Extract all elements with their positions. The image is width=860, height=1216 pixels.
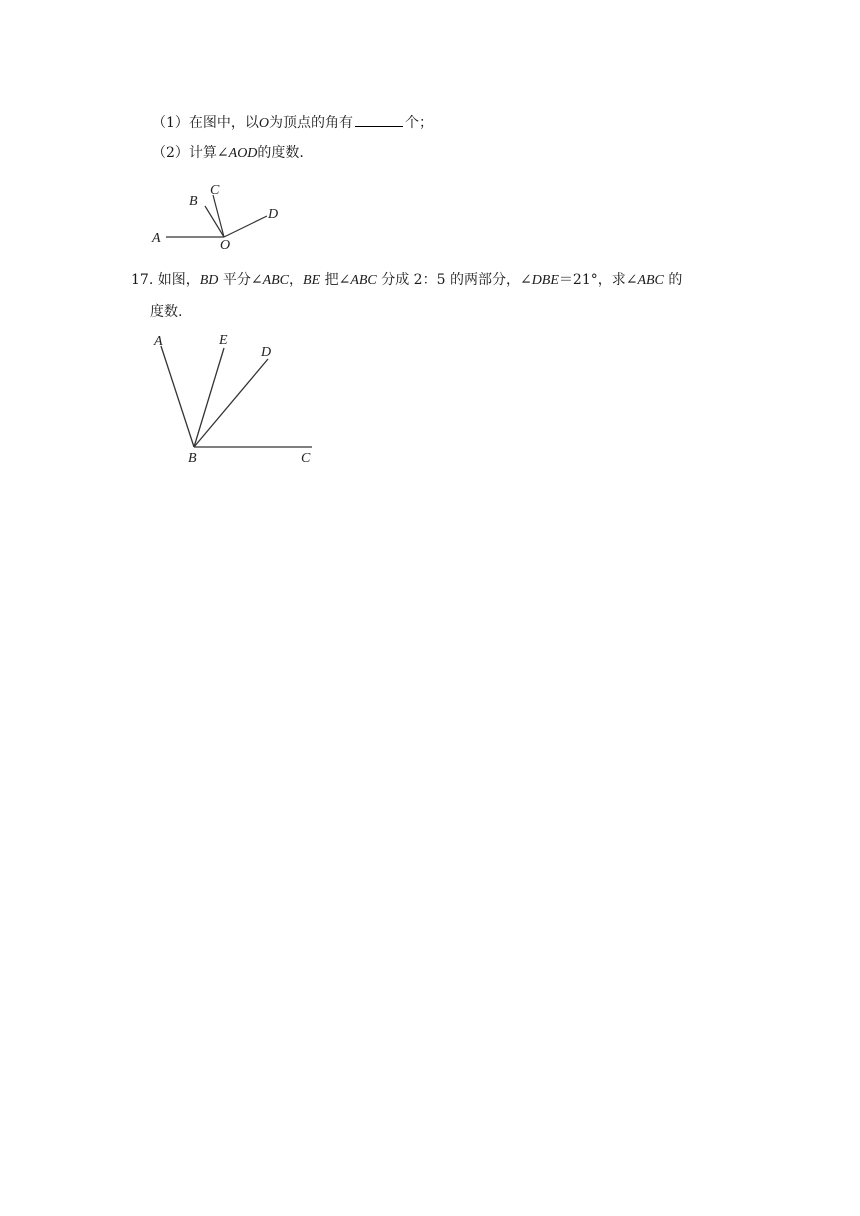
ray-OB [205,206,224,237]
ray-BE [194,348,224,447]
angle-figure-1 [148,180,288,250]
q17-text-line1: 17. 如图，BD 平分∠ABC，BE 把∠ABC 分成 2：5 的两部分，∠DBE＝21°，求∠ABC 的 [131,272,683,288]
ray-OD [224,216,267,237]
label-A: A [154,334,163,349]
q16-part2: （2）计算∠AOD的度数. [152,145,304,161]
q16-part1: （1）在图中，以O为顶点的角有 个； [152,112,433,134]
label-D: D [268,207,279,222]
angle-figure-2 [148,330,328,465]
label-O: O [220,238,231,250]
ray-BD [194,359,268,447]
label-E: E [219,333,228,348]
answer-blank [355,112,403,127]
q17-text-line2: 度数. [150,304,183,320]
ray-OC [213,195,224,237]
label-D: D [261,345,272,360]
label-C: C [210,183,220,198]
label-A: A [152,231,161,246]
label-C: C [301,451,311,465]
ray-BA [161,346,194,447]
label-B: B [188,451,197,465]
label-B: B [189,194,198,209]
